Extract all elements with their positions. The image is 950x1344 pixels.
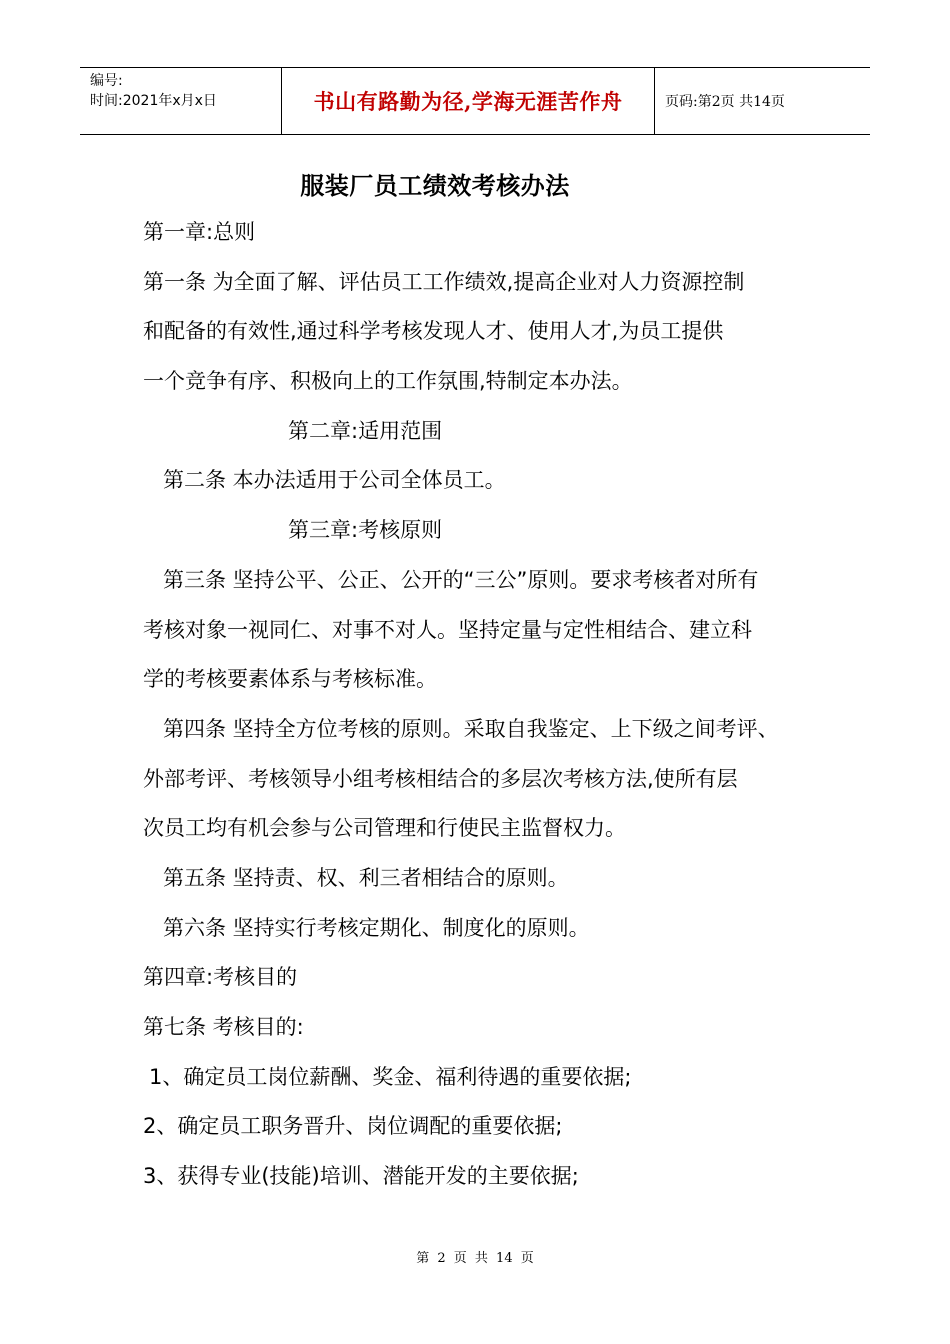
header-motto-cell	[282, 68, 655, 134]
document-title: 服装厂员工绩效考核办法	[300, 172, 570, 200]
paragraph-line: 第一条 为全面了解、评估员工工作绩效,提高企业对人力资源控制	[143, 269, 745, 294]
paragraph-line: 考核对象一视同仁、对事不对人。坚持定量与定性相结合、建立科	[143, 617, 752, 642]
header-meta-cell	[80, 68, 282, 134]
chapter-heading: 第三章:考核原则	[288, 518, 443, 543]
chapter-heading: 第一章:总则	[143, 220, 256, 244]
list-item: 3、获得专业(技能)培训、潜能开发的主要依据;	[143, 1164, 579, 1189]
motto: 书山有路勤为径,学海无涯苦作舟	[313, 89, 623, 114]
chapter-heading: 第四章:考核目的	[143, 965, 298, 990]
paragraph-line: 第七条 考核目的:	[143, 1015, 304, 1039]
number-label: 编号:	[90, 73, 123, 89]
paragraph-line: 外部考评、考核领导小组考核相结合的多层次考核方法,使所有层	[143, 766, 738, 791]
paragraph-line: 第二条 本办法适用于公司全体员工。	[163, 468, 506, 493]
page-footer: 第 2 页 共 14 页	[416, 1251, 534, 1266]
paragraph-line: 第五条 坚持责、权、利三者相结合的原则。	[163, 865, 569, 890]
paragraph-line: 次员工均有机会参与公司管理和行使民主监督权力。	[143, 816, 626, 841]
paragraph-line: 和配备的有效性,通过科学考核发现人才、使用人才,为员工提供	[143, 319, 724, 344]
paragraph-line: 学的考核要素体系与考核标准。	[143, 667, 437, 692]
paragraph-line: 一个竞争有序、积极向上的工作氛围,特制定本办法。	[143, 369, 633, 394]
paragraph-line: 第六条 坚持实行考核定期化、制度化的原则。	[163, 915, 590, 940]
list-item: 1、确定员工岗位薪酬、奖金、福利待遇的重要依据;	[149, 1064, 632, 1089]
header-page-cell	[655, 68, 870, 134]
paragraph-line: 第三条 坚持公平、公正、公开的“三公”原则。要求考核者对所有	[163, 567, 759, 592]
chapter-heading: 第二章:适用范围	[288, 418, 443, 443]
page-label: 页码:第2页 共14页	[665, 94, 785, 110]
header-table	[80, 67, 870, 135]
document-body	[143, 212, 823, 1206]
list-item: 2、确定员工职务晋升、岗位调配的重要依据;	[143, 1114, 563, 1139]
time-label: 时间:2021年x月x日	[90, 93, 217, 109]
paragraph-line: 第四条 坚持全方位考核的原则。采取自我鉴定、上下级之间考评、	[163, 716, 779, 741]
